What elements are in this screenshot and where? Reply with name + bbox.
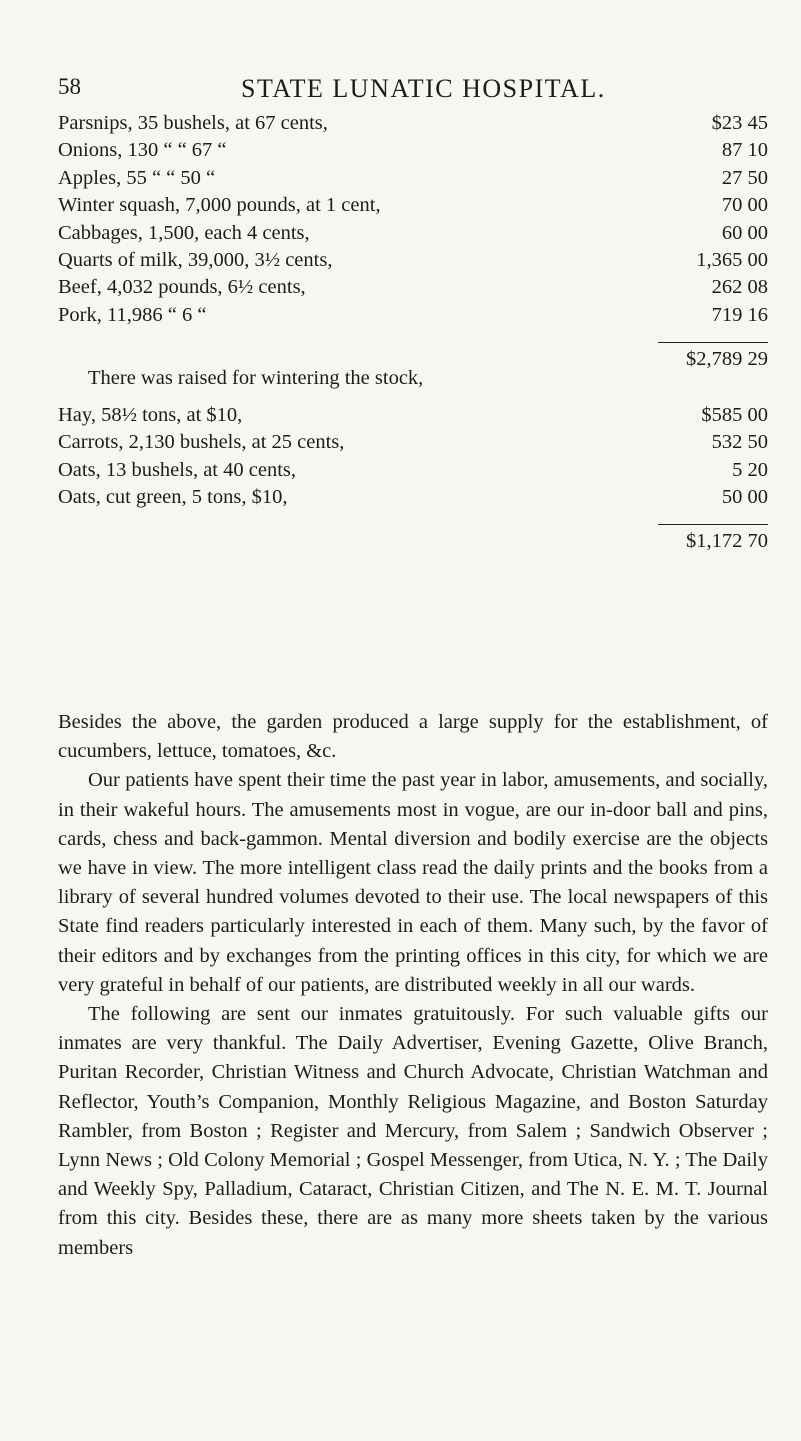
- row-amount: 27 50: [721, 166, 768, 189]
- row-item: Oats, 13 bushels, at 40 cents,: [58, 458, 296, 481]
- table-row: [58, 220, 768, 247]
- table-row: [58, 165, 768, 192]
- table-row: [58, 484, 768, 511]
- row-item: Oats, cut green, 5 tons, $10,: [58, 486, 288, 509]
- row-item: Apples, 55 “ “ 50 “: [58, 166, 216, 189]
- row-amount: $585 00: [701, 404, 768, 426]
- stock-intro: There was raised for wintering the stock,: [88, 367, 424, 389]
- row-item: Beef, 4,032 pounds, 6½ cents,: [58, 276, 306, 299]
- page-number: 58: [58, 74, 81, 99]
- table-row: [58, 402, 768, 429]
- row-amount: 1,365 00: [696, 248, 768, 271]
- body-text: [58, 708, 768, 1263]
- table-row: [58, 274, 768, 301]
- row-item: Hay, 58½ tons, at $10,: [58, 404, 243, 426]
- running-title: STATE LUNATIC HOSPITAL.: [241, 74, 606, 103]
- row-item: Cabbages, 1,500, each 4 cents,: [58, 221, 310, 244]
- table-row: [58, 110, 768, 137]
- table-row: [58, 457, 768, 484]
- row-item: Onions, 130 “ “ 67 “: [58, 139, 227, 162]
- produce-total: $2,789 29: [686, 348, 768, 370]
- sum-rule: [658, 524, 768, 525]
- paragraph: Our patients have spent their time the past year in labor, amusements, and socially, in their wakeful hours. The amusements most in vogue, are our in-door ball and pins, cards, chess and back-gammon. Mental diversion and bodily exercise are the objects we have in view. The more intelligent class read the daily prints and the books from a library of several hundred volumes devoted to their use. The local newspapers of this State find readers particularly interested in each of them. Many such, by the favor of their editors and by exchanges from the printing offices in this city, for which we are very grateful in behalf of our patients, are distributed weekly in all our wards.: [58, 769, 768, 996]
- table-row: [58, 137, 768, 164]
- page-header: [58, 74, 758, 114]
- table-row: [58, 302, 768, 329]
- table-row: [58, 429, 768, 456]
- row-amount: 87 10: [721, 139, 768, 162]
- sum-rule: [658, 342, 768, 343]
- row-item: Winter squash, 7,000 pounds, at 1 cent,: [58, 194, 381, 217]
- row-amount: 719 16: [711, 303, 768, 326]
- paragraph: The following are sent our inmates gratuitously. For such valuable gifts our inmates are very thankful. The Daily Advertiser, Evening Gazette, Olive Branch, Puritan Recorder, Christian Witness and Church Advocate, Christian Watchman and Reflector, Youth’s Companion, Monthly Religious Magazine, and Boston Saturday Rambler, from Boston ; Register and Mercury, from Salem ; Sandwich Observer ; Lynn News ; Old Colony Memorial ; Gospel Messenger, from Utica, N. Y. ; The Daily and Weekly Spy, Palladium, Cataract, Christian Citizen, and The N. E. M. T. Journal from this city. Besides these, there are as many more sheets taken by the various members: [58, 1003, 768, 1259]
- stock-table: [58, 402, 768, 552]
- row-amount: $23 45: [711, 112, 768, 134]
- row-item: Quarts of milk, 39,000, 3½ cents,: [58, 248, 333, 271]
- row-amount: 5 20: [732, 458, 768, 481]
- row-amount: 532 50: [711, 431, 768, 454]
- row-amount: 50 00: [721, 486, 768, 509]
- row-item: Pork, 11,986 “ 6 “: [58, 303, 207, 326]
- table-row: [58, 247, 768, 274]
- row-amount: 262 08: [711, 276, 768, 299]
- paragraph: Besides the above, the garden produced a large supply for the establishment, of cucumbers, lettuce, tomatoes, &c.: [58, 711, 768, 763]
- stock-total: $1,172 70: [686, 530, 768, 552]
- table-row: [58, 192, 768, 219]
- produce-table: [58, 110, 768, 370]
- row-item: Carrots, 2,130 bushels, at 25 cents,: [58, 431, 345, 454]
- row-amount: 70 00: [721, 194, 768, 217]
- row-amount: 60 00: [721, 221, 768, 244]
- row-item: Parsnips, 35 bushels, at 67 cents,: [58, 112, 328, 134]
